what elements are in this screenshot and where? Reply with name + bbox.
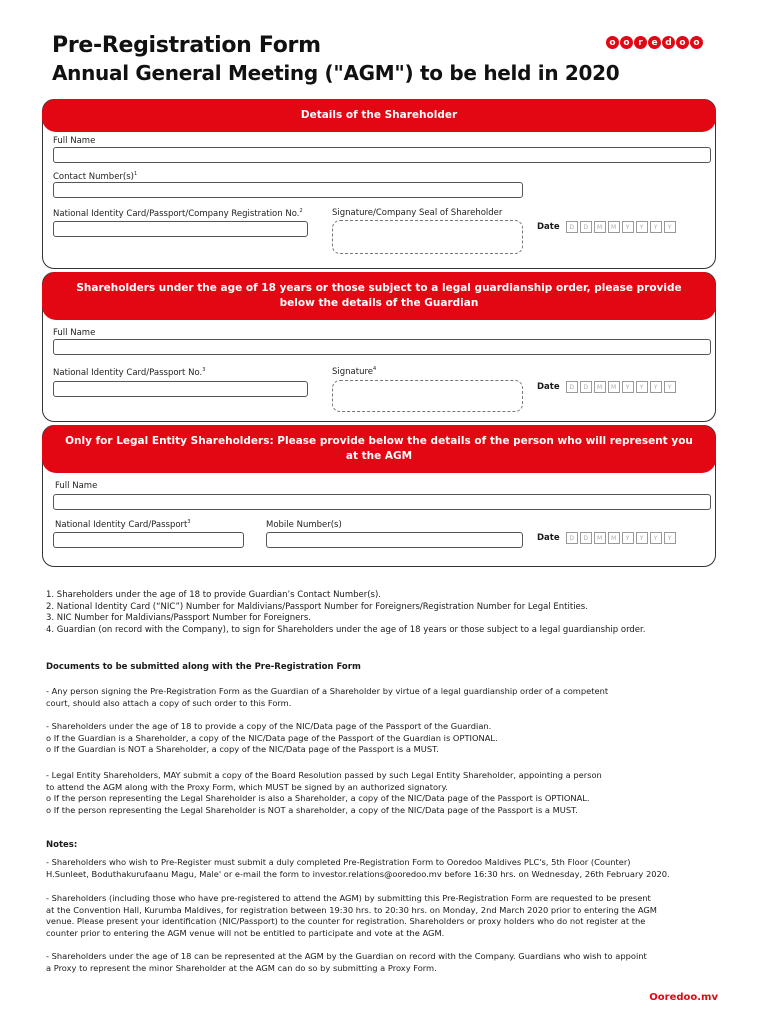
- notes-heading: Notes:: [46, 840, 78, 850]
- footnote: 4. Guardian (on record with the Company), to sign for Shareholders under the age of 18 years or those subject to a legal guardianship order.: [46, 624, 646, 635]
- guardian-full-name-input[interactable]: [53, 339, 711, 355]
- guardian-section-heading: Shareholders under the age of 18 years or those subject to a legal guardianship order, please provide below the details of the Guardian: [42, 272, 716, 320]
- page-title: Pre-Registration Form: [52, 33, 321, 58]
- date-cell[interactable]: M: [594, 381, 606, 393]
- date-cell[interactable]: Y: [622, 221, 634, 233]
- representative-date-field[interactable]: [537, 532, 676, 544]
- date-cells[interactable]: [566, 381, 676, 393]
- date-cell[interactable]: Y: [664, 381, 676, 393]
- date-cell[interactable]: D: [580, 221, 592, 233]
- date-cell[interactable]: Y: [650, 221, 662, 233]
- page-subtitle: Annual General Meeting ("AGM") to be held in 2020: [52, 61, 620, 85]
- notes-item: - Shareholders (including those who have pre-registered to attend the AGM) by submitting this Pre-Registration Form are requested to be present at the Convention Hall, Kurumba Maldives, for registration between 19:30 hrs. to 20:30 hrs. on Monday, 2nd March 2020 prior to entering the AGM venue. Please present your identification (NIC/Passport) to the counter for registration. Shareholders or proxy holders who do not register at the counter prior to entering the AGM venue will not be entitled to participate and vote at the AGM.: [46, 893, 657, 938]
- footnotes: [46, 590, 645, 636]
- shareholder-section-heading: Details of the Shareholder: [42, 99, 716, 132]
- footnote: 2. National Identity Card (“NIC”) Number for Maldivians/Passport Number for Foreigners/Registration Number for Legal Entities.: [46, 601, 588, 612]
- documents-item: - Any person signing the Pre-Registration Form as the Guardian of a Shareholder by virtue of a legal guardianship order of a competent court, should also attach a copy of such order to this Form.: [46, 686, 609, 708]
- logo-letter: o: [690, 36, 703, 49]
- logo-letter: o: [606, 36, 619, 49]
- guardian-nic-label: National Identity Card/Passport No.$^3$: [53, 367, 206, 378]
- footer-link[interactable]: Ooredoo.mv: [649, 992, 718, 1003]
- mobile-number-label: Mobile Number(s): [266, 520, 342, 530]
- logo-letter: o: [676, 36, 689, 49]
- mobile-number-input[interactable]: [266, 532, 523, 548]
- contact-number-input[interactable]: [53, 182, 523, 198]
- notes-item: - Shareholders under the age of 18 can be represented at the AGM by the Guardian on record with the Company. Guardians who wish to appoint a Proxy to represent the minor Shareholder at the AGM can do so by submitting a Proxy Form.: [46, 951, 647, 973]
- logo-letter: o: [620, 36, 633, 49]
- date-cells[interactable]: [566, 221, 676, 233]
- date-cell[interactable]: M: [608, 221, 620, 233]
- date-cell[interactable]: M: [594, 532, 606, 544]
- date-cell[interactable]: D: [580, 532, 592, 544]
- date-cell[interactable]: M: [608, 381, 620, 393]
- nic-input[interactable]: [53, 221, 308, 237]
- notes-item: - Shareholders who wish to Pre-Register must submit a duly completed Pre-Registration Form to Ooredoo Maldives PLC's, 5th Floor (Counter) H.Sunleet, Boduthakurufaanu Magu, Male' or e-mail the form to investor.relations@ooredoo.mv before 16:30 hrs. on Wednesday, 26th February 2020.: [46, 857, 670, 879]
- date-cell[interactable]: Y: [636, 381, 648, 393]
- full-name-input[interactable]: [53, 147, 711, 163]
- date-label: Date: [537, 533, 560, 543]
- documents-item: - Shareholders under the age of 18 to provide a copy of the NIC/Data page of the Passport of the Guardian. o If the Guardian is a Shareholder, a copy of the NIC/Data page of the Passport of the Guardian is OPTIONAL. o If the Guardian is NOT a Shareholder, a copy of the NIC/Data page of the Passport is a MUST.: [46, 721, 498, 754]
- guardian-signature-box[interactable]: [332, 380, 523, 412]
- date-cell[interactable]: Y: [622, 381, 634, 393]
- legal-entity-section-heading: Only for Legal Entity Shareholders: Please provide below the details of the person who will represent you at the AGM: [42, 425, 716, 473]
- date-cell[interactable]: Y: [650, 381, 662, 393]
- date-cell[interactable]: Y: [636, 532, 648, 544]
- guardian-date-field[interactable]: [537, 381, 676, 393]
- contact-number-label: Contact $Number(s)^1$: [53, 171, 138, 182]
- representative-nic-input[interactable]: [53, 532, 244, 548]
- representative-nic-label: National Identity Card/Passport$^3$: [55, 519, 191, 530]
- representative-full-name-input[interactable]: [53, 494, 711, 510]
- date-cell[interactable]: Y: [636, 221, 648, 233]
- date-cell[interactable]: D: [580, 381, 592, 393]
- date-cell[interactable]: Y: [664, 532, 676, 544]
- ooredoo-logo: [606, 36, 703, 54]
- date-cells[interactable]: [566, 532, 676, 544]
- legal-entity-section: [42, 425, 716, 567]
- footnote: 1. Shareholders under the age of 18 to provide Guardian’s Contact Number(s).: [46, 590, 381, 600]
- date-cell[interactable]: M: [594, 221, 606, 233]
- date-cell[interactable]: Y: [622, 532, 634, 544]
- guardian-signature-label: Signature$^4$: [332, 366, 377, 377]
- documents-item: - Legal Entity Shareholders, MAY submit a copy of the Board Resolution passed by such Legal Entity Shareholder, appointing a person to attend the AGM along with the Proxy Form, which MUST be signed by an authorized signatory. o If the person representing the Legal Shareholder is also a Shareholder, a copy of the NIC/Data page of the Passport is OPTIONAL. o If the person representing the Legal Shareholder is NOT a shareholder, a copy of the NIC/Data page of the Passport is a MUST.: [46, 770, 602, 815]
- signature-box[interactable]: [332, 220, 523, 254]
- guardian-nic-input[interactable]: [53, 381, 308, 397]
- guardian-section: [42, 272, 716, 422]
- date-cell[interactable]: Y: [650, 532, 662, 544]
- logo-letter: e: [648, 36, 661, 49]
- full-name-label: Full Name: [53, 136, 96, 146]
- footnote: 3. NIC Number for Maldivians/Passport Number for Foreigners.: [46, 613, 311, 623]
- representative-full-name-label: Full Name: [55, 481, 98, 491]
- date-cell[interactable]: Y: [664, 221, 676, 233]
- logo-letter: d: [662, 36, 675, 49]
- date-label: Date: [537, 222, 560, 232]
- guardian-full-name-label: Full Name: [53, 328, 96, 338]
- logo-letter: r: [634, 36, 647, 49]
- nic-label: National Identity Card/Passport/Company Registration No.$^2$: [53, 208, 303, 219]
- date-label: Date: [537, 382, 560, 392]
- signature-label: Signature/Company Seal of Shareholder: [332, 208, 503, 218]
- date-cell[interactable]: D: [566, 381, 578, 393]
- date-cell[interactable]: M: [608, 532, 620, 544]
- shareholder-section: [42, 99, 716, 269]
- date-field[interactable]: [537, 221, 676, 233]
- date-cell[interactable]: D: [566, 221, 578, 233]
- date-cell[interactable]: D: [566, 532, 578, 544]
- documents-heading: Documents to be submitted along with the Pre-Registration Form: [46, 662, 361, 672]
